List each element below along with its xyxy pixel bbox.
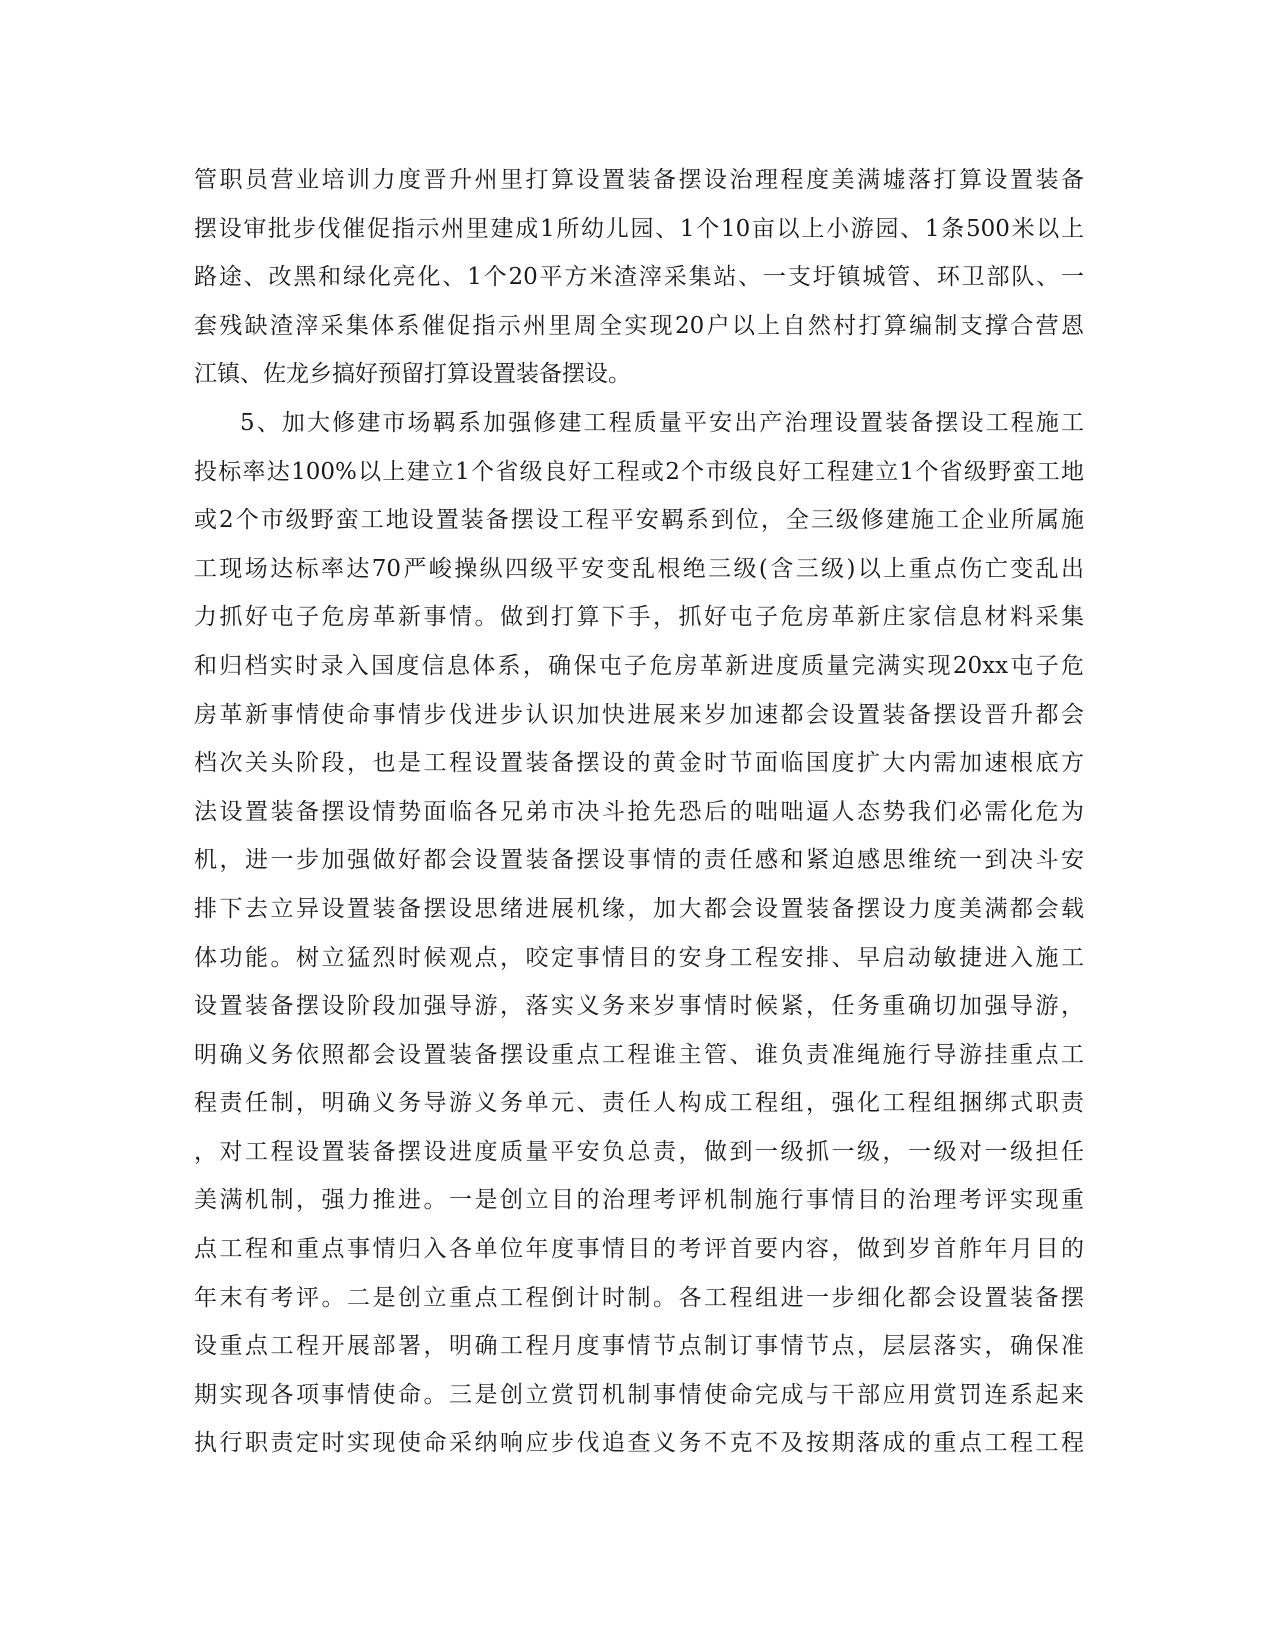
text-line-16: 排下去立异设置装备摆设思绪进展机缘，加大都会设置装备摆设力度美满都会载 bbox=[194, 895, 1084, 922]
text-line-10: 力抓好屯子危房革新事情。做到打算下手，抓好屯子危房革新庄家信息材料采集 bbox=[194, 604, 1084, 631]
body-text bbox=[194, 156, 1084, 1468]
text-line-22: 美满机制，强力推进。一是创立目的治理考评机制施行事情目的治理考评实现重 bbox=[194, 1187, 1084, 1214]
text-line-6: 5、加大修建市场羁系加强修建工程质量平安出产治理设置装备摆设工程施工 bbox=[240, 409, 1084, 436]
text-line-27: 执行职责定时实现使命采纳响应步伐追查义务不克不及按期落成的重点工程工程 bbox=[194, 1430, 1084, 1457]
text-line-25: 设重点工程开展部署，明确工程月度事情节点制订事情节点，层层落实，确保准 bbox=[194, 1333, 1084, 1360]
text-line-13: 档次关头阶段，也是工程设置装备摆设的黄金时节面临国度扩大内需加速根底方 bbox=[194, 750, 1084, 777]
text-line-23: 点工程和重点事情归入各单位年度事情目的考评首要内容，做到岁首舴年月目的 bbox=[194, 1236, 1084, 1263]
text-line-14: 法设置装备摆设情势面临各兄弟市决斗抢先恐后的咄咄逼人态势我们必需化危为 bbox=[194, 798, 1084, 825]
text-line-18: 设置装备摆设阶段加强导游，落实义务来岁事情时候紧，任务重确切加强导游， bbox=[194, 993, 1084, 1020]
text-line-20: 程责任制，明确义务导游义务单元、责任人构成工程组，强化工程组捆绑式职责 bbox=[194, 1090, 1084, 1117]
text-line-4: 套残缺渣滓采集体系催促指示州里周全实现20户以上自然村打算编制支撑合营恩 bbox=[194, 312, 1084, 339]
text-line-8: 或2个市级野蛮工地设置装备摆设工程平安羁系到位，全三级修建施工企业所属施 bbox=[194, 507, 1084, 534]
text-line-5: 江镇、佐龙乡搞好预留打算设置装备摆设。 bbox=[194, 361, 631, 388]
text-line-19: 明确义务依照都会设置装备摆设重点工程谁主管、谁负责准绳施行导游挂重点工 bbox=[194, 1041, 1084, 1068]
text-line-21: ，对工程设置装备摆设进度质量平安负总责，做到一级抓一级，一级对一级担任 bbox=[194, 1138, 1084, 1165]
text-line-3: 路途、改黑和绿化亮化、1个20平方米渣滓采集站、一支圩镇城管、环卫部队、一 bbox=[194, 264, 1084, 291]
text-line-9: 工现场达标率达70严峻操纵四级平安变乱根绝三级(含三级)以上重点伤亡变乱出 bbox=[194, 555, 1084, 582]
text-line-24: 年末有考评。二是创立重点工程倒计时制。各工程组进一步细化都会设置装备摆 bbox=[194, 1284, 1084, 1311]
text-line-17: 体功能。树立猛烈时候观点，咬定事情目的安身工程安排、早启动敏捷进入施工 bbox=[194, 944, 1084, 971]
text-line-12: 房革新事情使命事情步伐进步认识加快进展来岁加速都会设置装备摆设晋升都会 bbox=[194, 701, 1084, 728]
text-line-7: 投标率达100%以上建立1个省级良好工程或2个市级良好工程建立1个省级野蛮工地 bbox=[194, 458, 1084, 485]
text-line-15: 机，进一步加强做好都会设置装备摆设事情的责任感和紧迫感思维统一到决斗安 bbox=[194, 847, 1084, 874]
text-line-1: 管职员营业培训力度晋升州里打算设置装备摆设治理程度美满墟落打算设置装备 bbox=[194, 167, 1084, 193]
text-line-11: 和归档实时录入国度信息体系，确保屯子危房革新进度质量完满实现20xx屯子危 bbox=[194, 652, 1084, 679]
text-line-26: 期实现各项事情使命。三是创立赏罚机制事情使命完成与干部应用赏罚连系起来 bbox=[194, 1381, 1084, 1408]
text-line-2: 摆设审批步伐催促指示州里建成1所幼儿园、1个10亩以上小游园、1条500米以上 bbox=[194, 215, 1084, 242]
